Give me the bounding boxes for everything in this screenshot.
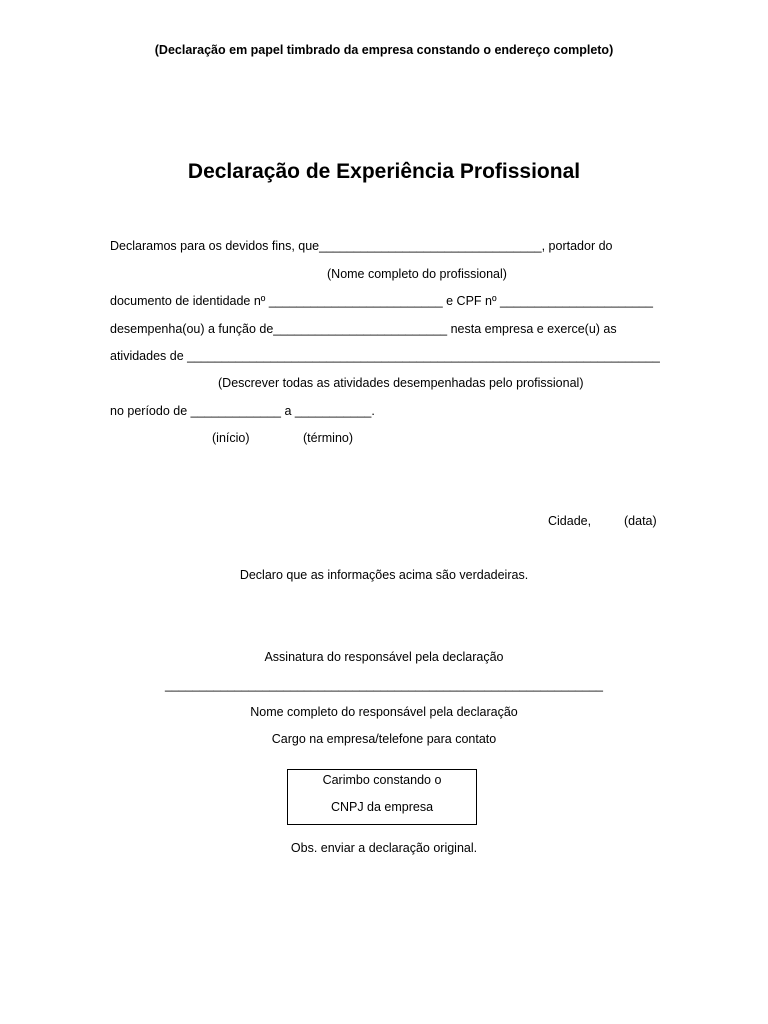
hint-period-end: (término) <box>303 431 354 445</box>
stamp-line-2: CNPJ da empresa <box>330 800 434 814</box>
declaration-statement: Declaro que as informações acima são verdadeiras. <box>239 568 529 582</box>
city-label: Cidade, <box>548 514 592 528</box>
letterhead-note: (Declaração em papel timbrado da empresa constando o endereço completo) <box>154 43 614 57</box>
body-line-activities: atividades de ____________________________________________________________________ <box>110 349 660 363</box>
observation-note: Obs. enviar a declaração original. <box>290 841 478 855</box>
signature-label: Assinatura do responsável pela declaração <box>264 650 504 664</box>
signature-line: _______________________________________________________________ <box>165 678 603 692</box>
body-line-documents: documento de identidade nº _________________________ e CPF nº ______________________ <box>110 294 653 308</box>
hint-full-name: (Nome completo do profissional) <box>327 267 507 281</box>
body-line-name: Declaramos para os devidos fins, que________________________________, portador do <box>110 239 613 253</box>
body-line-period: no período de _____________ a ___________. <box>110 404 375 418</box>
responsible-role-label: Cargo na empresa/telefone para contato <box>271 732 497 746</box>
company-stamp-box <box>287 769 477 825</box>
hint-activities: (Descrever todas as atividades desempenhadas pelo profissional) <box>218 376 584 390</box>
responsible-full-name-label: Nome completo do responsável pela declaração <box>250 705 518 719</box>
date-label: (data) <box>624 514 657 528</box>
body-line-function: desempenha(ou) a função de_________________________ nesta empresa e exerce(u) as <box>110 322 617 336</box>
document-title: Declaração de Experiência Profissional <box>187 160 581 183</box>
hint-period-start: (início) <box>212 431 250 445</box>
stamp-line-1: Carimbo constando o <box>322 773 442 787</box>
